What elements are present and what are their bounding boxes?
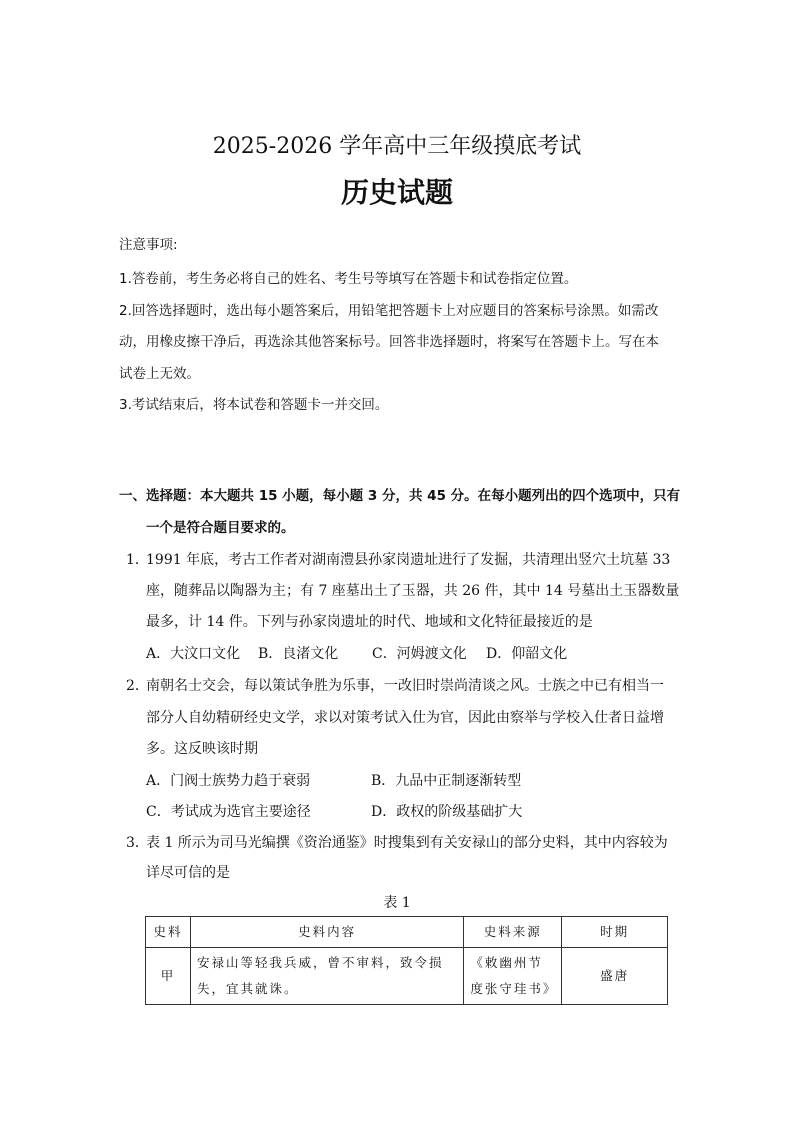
option-a: A．大汶口文化 [146,646,241,662]
table-caption: 表 1 [383,895,411,911]
option-b: B．良渚文化 [258,646,339,662]
note-line: 1.答卷前，考生务必将自己的姓名、考生号等填写在答题卡和试卷指定位置。 [119,271,578,287]
table-header-row [146,917,668,948]
question-number: 3． [126,835,149,851]
header-cell: 史料内容 [190,917,463,948]
note-line: 动，用橡皮擦干净后，再选涂其他答案标号。回答非选择题时，将案写在答题卡上。写在本 [119,334,659,350]
table-cell: 安禄山等轻我兵威，曾不审料，致令损失，宜其就诛。 [190,948,463,1005]
option-a: A．门阀士族势力趋于衰弱 [146,773,311,789]
section-heading: 一、选择题：本大题共 15 小题，每小题 3 分，共 45 分。在每小题列出的四个选项中，只有 [119,488,681,504]
notes-heading: 注意事项: [119,237,178,253]
header-cell: 时期 [562,917,668,948]
option-c: C．考试成为选官主要途径 [146,804,311,820]
note-line: 3.考试结束后，将本试卷和答题卡一并交回。 [119,397,389,413]
source-table [145,916,668,1005]
section-heading-cont: 一个是符合题目要求的。 [146,520,295,536]
option-b: B．九品中正制逐渐转型 [371,773,522,789]
table-cell: 《敕幽州节度张守珪书》 [464,948,562,1005]
note-line: 试卷上无效。 [119,366,200,382]
table-cell: 甲 [146,948,191,1005]
option-d: D．政权的阶级基础扩大 [371,804,523,820]
note-line: 2.回答选择题时，选出每小题答案后，用铅笔把答题卡上对应题目的答案标号涂黑。如需改 [119,303,659,319]
header-cell: 史料 [146,917,191,948]
question-number: 2． [126,678,149,694]
question-line: 1991 年底，考古工作者对湖南澧县孙家岗遗址进行了发掘，共清理出竖穴土坑墓 33 [146,552,671,568]
question-line: 座，随葬品以陶器为主；有 7 座墓出土了玉器，共 26 件，其中 14 号墓出土玉器数量 [146,583,680,599]
question-line: 多。这反映该时期 [146,741,258,757]
question-line: 部分人自幼精研经史文学，求以对策考试入仕为官，因此由察举与学校入仕者日益增 [146,710,664,726]
question-line: 最多，计 14 件。下列与孙家岗遗址的时代、地域和文化特征最接近的是 [146,614,593,630]
question-line: 表 1 所示为司马光编撰《资治通鉴》时搜集到有关安禄山的部分史料，其中内容较为 [146,835,668,851]
option-d: D．仰韶文化 [486,646,568,662]
question-line: 详尽可信的是 [146,865,230,881]
question-number: 1． [126,552,149,568]
question-line: 南朝名士交会，每以策试争胜为乐事，一改旧时崇尚清谈之风。士族之中已有相当一 [146,678,664,694]
header-cell: 史料来源 [464,917,562,948]
table-cell: 盛唐 [562,948,668,1005]
table-row [146,948,668,1005]
exam-title: 2025-2026 学年高中三年级摸底考试 [212,134,582,159]
option-c: C．河姆渡文化 [372,646,467,662]
subject-title: 历史试题 [340,176,453,209]
